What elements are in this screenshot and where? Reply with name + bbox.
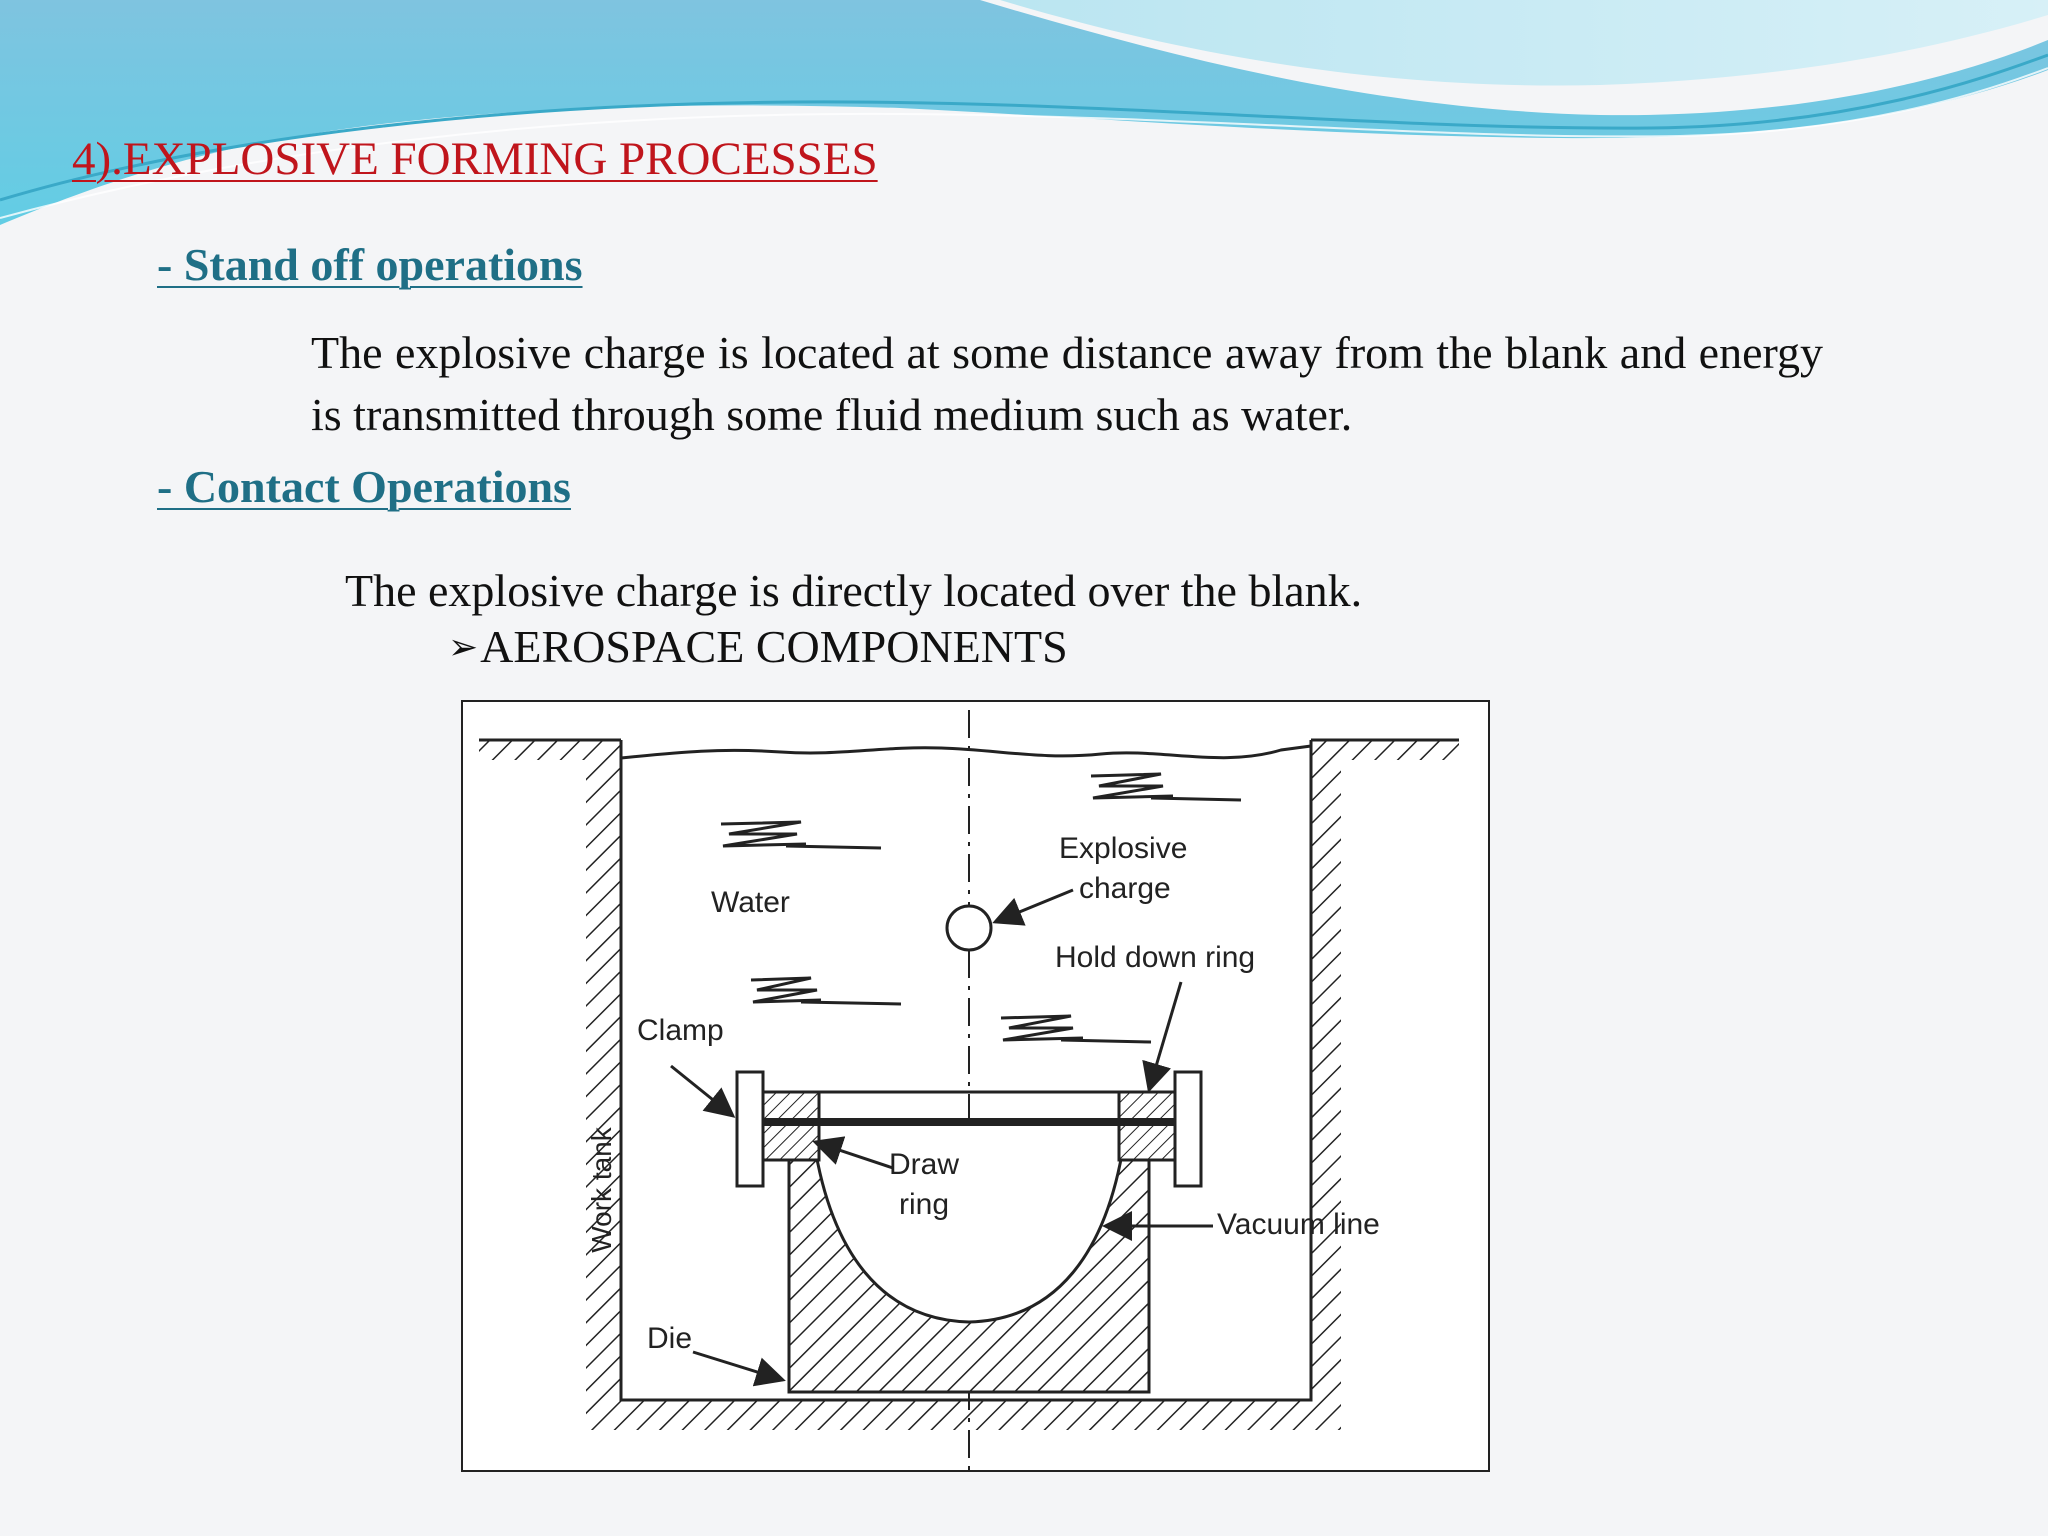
label-explosive: Explosive <box>1059 832 1188 865</box>
label-die: Die <box>647 1322 693 1355</box>
clamp-right <box>1175 1072 1201 1186</box>
explosive-forming-diagram <box>461 700 1490 1472</box>
label-draw-ring: ring <box>899 1188 950 1221</box>
contact-description: The explosive charge is directly located over the blank. <box>345 565 1363 616</box>
label-clamp: Clamp <box>637 1014 724 1047</box>
blank-sheet <box>757 1118 1181 1126</box>
arrow-bullet-icon: ➢ <box>448 627 479 668</box>
clamp-left <box>737 1072 763 1186</box>
label-charge: charge <box>1079 872 1171 905</box>
label-draw: Draw <box>889 1148 960 1181</box>
application-bullet <box>448 620 1068 673</box>
subheading-stand-off: - Stand off operations <box>157 239 583 290</box>
label-work-tank: Work tank <box>586 1127 617 1253</box>
bullet-text: AEROSPACE COMPONENTS <box>480 621 1068 672</box>
label-vacuum-line: Vacuum line <box>1217 1208 1380 1241</box>
label-hold-down-ring: Hold down ring <box>1055 941 1256 974</box>
label-water: Water <box>711 886 790 919</box>
header-wave-decoration <box>0 0 2048 240</box>
subheading-contact: - Contact Operations <box>157 461 571 512</box>
stand-off-description: The explosive charge is located at some distance away from the blank and energy is transmitted through some fluid medium such as water. <box>311 327 1823 440</box>
slide-title: 4).EXPLOSIVE FORMING PROCESSES <box>72 133 878 185</box>
explosive-charge-marker <box>947 906 991 950</box>
